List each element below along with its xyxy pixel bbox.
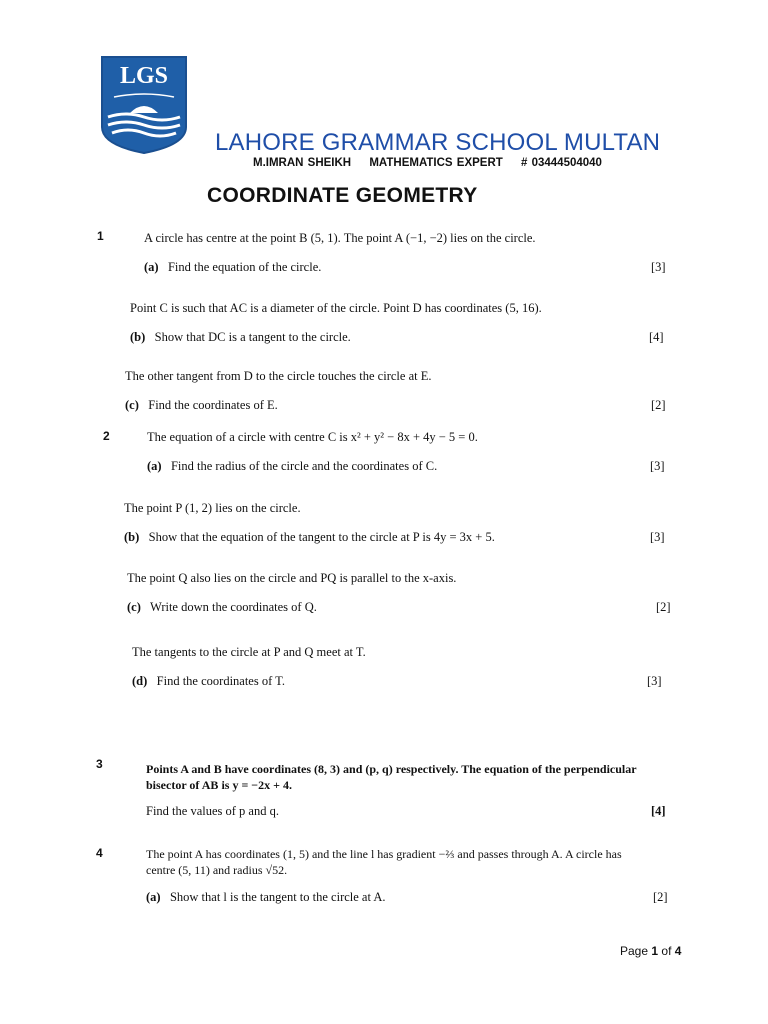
question-number-2: 2 bbox=[103, 429, 110, 443]
worksheet-title: COORDINATE GEOMETRY bbox=[207, 184, 478, 207]
page-of: of bbox=[661, 944, 672, 958]
q1c-marks: [2] bbox=[651, 398, 666, 412]
q1a-text: Find the equation of the circle. bbox=[167, 260, 322, 274]
q2a-text: Find the radius of the circle and the coordinates of C. bbox=[170, 459, 438, 473]
q4a-part bbox=[146, 890, 386, 905]
q2d-label: (d) bbox=[132, 674, 148, 688]
q4a-text: Show that l is the tangent to the circle at A. bbox=[169, 890, 386, 904]
q1a-marks: [3] bbox=[651, 260, 666, 274]
q2c-label: (c) bbox=[127, 600, 141, 614]
q2a-part bbox=[147, 459, 437, 474]
q3-task: Find the values of p and q. bbox=[146, 804, 279, 818]
teacher-phone: # 03444504040 bbox=[521, 157, 602, 169]
q2c-text: Write down the coordinates of Q. bbox=[150, 600, 317, 614]
q1b-marks: [4] bbox=[649, 330, 664, 344]
school-logo bbox=[100, 55, 188, 155]
teacher-role: MATHEMATICS EXPERT bbox=[369, 157, 503, 169]
question-number-4: 4 bbox=[96, 846, 103, 860]
q1c-text: Find the coordinates of E. bbox=[148, 398, 278, 412]
q4a-label: (a) bbox=[146, 890, 161, 904]
teacher-name: M.IMRAN SHEIKH bbox=[253, 157, 352, 169]
q2d-info: The tangents to the circle at P and Q meet at T. bbox=[132, 645, 366, 659]
school-name: LAHORE GRAMMAR SCHOOL MULTAN bbox=[215, 129, 661, 156]
q1a-label: (a) bbox=[144, 260, 159, 274]
q1b-label: (b) bbox=[130, 330, 146, 344]
q2b-label: (b) bbox=[124, 530, 140, 544]
q2d-part bbox=[132, 674, 285, 689]
q4a-marks: [2] bbox=[653, 890, 668, 904]
q4-stem-line1: The point A has coordinates (1, 5) and the line l has gradient −⅔ and passes through A. A circle has bbox=[146, 847, 622, 861]
q1c-label: (c) bbox=[125, 398, 139, 412]
q2c-marks: [2] bbox=[656, 600, 671, 614]
q3-stem-line2: bisector of AB is y = −2x + 4. bbox=[146, 778, 292, 792]
q3-stem-line1: Points A and B have coordinates (8, 3) and (p, q) respectively. The equation of the perpendicular bbox=[146, 762, 637, 776]
page-number: 1 bbox=[651, 944, 659, 958]
q2b-part bbox=[124, 530, 495, 545]
logo-text: LGS bbox=[119, 63, 169, 89]
q2-stem: The equation of a circle with centre C is x² + y² − 8x + 4y − 5 = 0. bbox=[147, 430, 478, 444]
q2c-info: The point Q also lies on the circle and PQ is parallel to the x-axis. bbox=[127, 571, 457, 585]
q2d-text: Find the coordinates of T. bbox=[156, 674, 285, 688]
q1c-info: The other tangent from D to the circle touches the circle at E. bbox=[125, 369, 432, 383]
q2b-marks: [3] bbox=[650, 530, 665, 544]
teacher-info bbox=[253, 157, 616, 169]
q1b-info: Point C is such that AC is a diameter of the circle. Point D has coordinates (5, 16). bbox=[130, 301, 542, 315]
question-number-3: 3 bbox=[96, 757, 103, 771]
page-word: Page bbox=[620, 944, 649, 958]
q1c-part bbox=[125, 398, 278, 413]
q2a-label: (a) bbox=[147, 459, 162, 473]
page-total: 4 bbox=[674, 944, 682, 958]
page-indicator bbox=[620, 944, 681, 958]
q2b-info: The point P (1, 2) lies on the circle. bbox=[124, 501, 301, 515]
q2a-marks: [3] bbox=[650, 459, 665, 473]
q4-stem-line2: centre (5, 11) and radius √52. bbox=[146, 863, 288, 877]
q1b-text: Show that DC is a tangent to the circle. bbox=[154, 330, 351, 344]
question-number-1: 1 bbox=[97, 229, 104, 243]
q2d-marks: [3] bbox=[647, 674, 662, 688]
q2c-part bbox=[127, 600, 317, 615]
q1b-part bbox=[130, 330, 351, 345]
q3-marks: [4] bbox=[651, 804, 666, 818]
q2b-text: Show that the equation of the tangent to the circle at P is 4y = 3x + 5. bbox=[148, 530, 495, 544]
q1a-part bbox=[144, 260, 321, 275]
q1-stem: A circle has centre at the point B (5, 1). The point A (−1, −2) lies on the circle. bbox=[144, 231, 536, 245]
